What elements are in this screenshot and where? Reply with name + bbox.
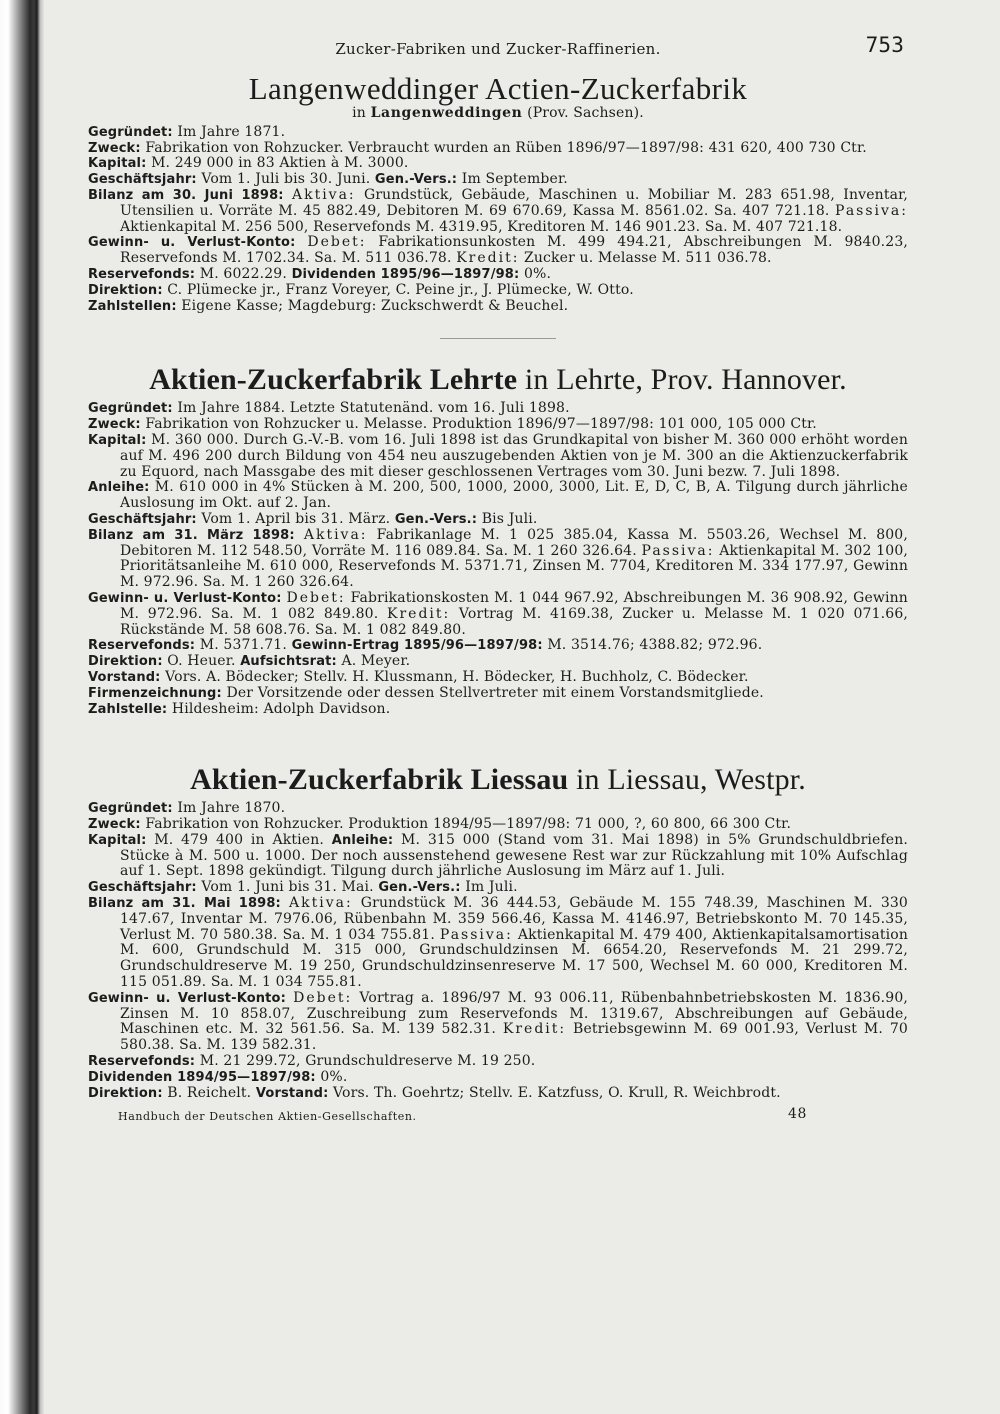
entry-text: M. 360 000. Durch G.-V.-B. vom 16. Juli 1898 ist das Grundkapital von bisher M. 360 000 erhöht worden auf M. 496 200 durch Bildung von 454 neu auszugebenden Aktien von je M. 300 an die Aktienzuckerfabrik zu Equord, nach Massgabe des mit dieser geschlossenen Vertrages vom 30. Juni bezw. 7. Juli 1898. [120, 431, 909, 480]
page-number: 753 [865, 33, 904, 57]
company-name: Aktien-Zuckerfabrik [149, 363, 423, 397]
entry-text: B. Reichelt. [167, 1084, 252, 1101]
entry-sublabel: Debet: [286, 589, 346, 606]
entry-geschaeftsjahr [88, 512, 908, 528]
company-location: in Lehrte, Prov. Hannover. [524, 363, 847, 397]
entry-sublabel: Debet: [293, 989, 353, 1006]
entry-text: Vors. Th. Goehrtz; Stellv. E. Katzfuss, O. Krull, R. Weichbrodt. [333, 1084, 781, 1101]
section-gap [88, 717, 908, 763]
entry-label: Zweck: [88, 417, 141, 433]
entry-text: M. 3514.76; 4388.82; 972.96. [547, 637, 763, 654]
entry-label: Dividenden 1894/95—1897/98: [88, 1069, 316, 1085]
entry-text: Grundstück, Gebäude, Maschinen u. Mobiliar M. 283 651.98, Inventar, Utensilien u. Vorräte M. 45 882.49, Debitoren M. 69 670.69, Kassa M. 8561.02. Sa. 407 721.18. [120, 186, 908, 219]
entry-text: Der Vorsitzende oder dessen Stellvertreter mit einem Vorstandsmitgliede. [226, 684, 764, 701]
entry-text: M. 21 299.72, Grundschuldreserve M. 19 250. [199, 1053, 536, 1070]
entry-vorstand [88, 670, 908, 686]
entry-label: Direktion: [88, 654, 163, 670]
entry-label: Kapital: [88, 832, 147, 848]
entry-direktion [88, 1086, 908, 1102]
entry-text: 0%. [523, 265, 552, 282]
entry-label: Bilanz am 30. Juni 1898: [88, 187, 284, 203]
running-title: Zucker-Fabriken und Zucker-Raffinerien. [335, 40, 661, 58]
entry-label: Gewinn- u. Verlust-Konto: [88, 235, 296, 251]
company-section [88, 363, 908, 717]
entry-label: Anleihe: [88, 480, 150, 496]
entry-text: Bis Juli. [481, 510, 538, 527]
entry-gegruendet [88, 801, 908, 817]
company-name: Langenweddinger Actien-Zuckerfabrik [248, 71, 748, 106]
company-title [88, 363, 908, 397]
signature-mark: 48 [788, 1106, 808, 1123]
entry-gegruendet [88, 125, 908, 141]
entry-text: C. Plümecke jr., Franz Voreyer, C. Peine jr., J. Plümecke, W. Otto. [167, 281, 634, 298]
entry-label: Zweck: [88, 140, 141, 156]
entry-text: Vortrag M. 4169.38, Zucker u. Melasse M. 1 020 071.66, Rückstände M. 58 608.76. Sa. M. 1 082 849.80. [120, 605, 908, 638]
entry-label: Zahlstellen: [88, 298, 177, 314]
entry-label: Gegründet: [88, 124, 173, 140]
entry-label: Gewinn-Ertrag 1895/96—1897/98: [291, 638, 543, 654]
entry-text: Fabrikanlage M. 1 025 385.04, Kassa M. 5503.26, Wechsel M. 800, Debitoren M. 112 548.50, Vorräte M. 116 089.84. Sa. M. 1 260 326.64. [120, 526, 908, 559]
entry-sublabel: Debet: [307, 234, 367, 251]
entry-label: Gewinn- u. Verlust-Konto: [88, 590, 282, 606]
company-location: in Liessau, Westpr. [576, 763, 806, 797]
entry-sublabel: Passiva: [641, 542, 715, 559]
entry-sublabel: Aktiva: [303, 526, 368, 543]
entry-text: Vom 1. Juni bis 31. Mai. [201, 879, 374, 896]
company-title [88, 72, 908, 106]
entry-label: Kapital: [88, 432, 147, 448]
entry-text: Im Jahre 1871. [177, 123, 286, 140]
entry-text: Vom 1. Juli bis 30. Juni. [201, 171, 371, 188]
entry-text: Aktienkapital M. 479 400, Aktienkapitalsamortisation M. 600, Grundschuld M. 315 000, Grundschuldzinsen M. 6654.20, Reservefonds M. 21 299.72, Grundschuldreserve M. 19 250, Grundschuldzinsenreserve M. 17 500, Wechsel M. 60 000, Kreditoren M. 115 051.89. Sa. M. 1 034 755.81. [120, 926, 908, 991]
entry-sublabel: Aktiva: [291, 186, 356, 203]
entry-label: Gen.-Vers.: [378, 880, 461, 896]
entry-label: Geschäftsjahr: [88, 172, 197, 188]
entry-label: Bilanz am 31. Mai 1898: [88, 896, 281, 912]
entry-zahlstellen [88, 299, 908, 315]
page-footer [88, 1106, 908, 1127]
entry-text: Fabrikation von Rohzucker u. Melasse. Produktion 1896/97—1897/98: 101 000, 105 000 Ctr. [145, 416, 817, 433]
entry-text: Hildesheim: Adolph Davidson. [171, 700, 391, 717]
entry-text: Fabrikationsunkosten M. 499 494.21, Abschreibungen M. 9840.23, Reservefonds M. 1702.34. Sa. M. 511 036.78. [120, 234, 908, 267]
company-section [88, 72, 908, 314]
footer-title: Handbuch der Deutschen Aktien-Gesellschaften. [118, 1110, 417, 1124]
entry-label: Reservefonds: [88, 266, 196, 282]
entry-label: Direktion: [88, 1085, 163, 1101]
entry-label: Gen.-Vers.: [394, 511, 478, 527]
entry-text: M. 249 000 in 83 Aktien à M. 3000. [151, 155, 409, 172]
entry-text: O. Heuer. [167, 653, 236, 670]
entry-bilanz [88, 896, 908, 991]
entry-text: Aktienkapital M. 256 500, Reservefonds M. 4319.95, Kreditoren M. 146 901.23. Sa. M. 407 721.18. [120, 218, 843, 235]
entry-label: Gegründet: [88, 801, 173, 817]
entry-label: Gewinn- u. Verlust-Konto: [88, 990, 286, 1006]
entry-text: Im Jahre 1870. [177, 800, 286, 817]
entry-label: Zahlstelle: [88, 701, 168, 717]
entry-geschaeftsjahr [88, 880, 908, 896]
location-town: Langenweddingen [370, 105, 523, 121]
entry-text: Im Jahre 1884. Letzte Statutenänd. vom 16. Juli 1898. [177, 400, 570, 417]
entry-label: Direktion: [88, 282, 163, 298]
entry-dividenden [88, 1070, 908, 1086]
entry-text: Fabrikationskosten M. 1 044 967.92, Abschreibungen M. 36 908.92, Gewinn M. 972.96. Sa. M. 1 082 849.80. [120, 589, 908, 622]
entry-text: M. 5371.71. [199, 637, 287, 654]
company-section [88, 763, 908, 1101]
entry-direktion [88, 654, 908, 670]
entry-text: M. 610 000 in 4% Stücken à M. 200, 500, 1000, 2000, 3000, Lit. E, D, C, B, A. Tilgung durch jährliche Auslosung im Okt. auf 2. Jan. [120, 479, 908, 512]
running-header [88, 33, 908, 68]
entry-sublabel: Kredit: [502, 1021, 567, 1038]
company-name: Aktien-Zuckerfabrik [190, 763, 463, 797]
entry-gewinn-verlust [88, 235, 908, 267]
entry-text: M. 479 400 in Aktien. [154, 831, 324, 848]
entry-reservefonds [88, 638, 908, 654]
entry-text: Vom 1. April bis 31. März. [201, 510, 391, 527]
entry-text: Betriebsgewinn M. 69 001.93, Verlust M. 70 580.38. Sa. M. 139 582.31. [120, 1021, 908, 1054]
entry-label: Bilanz am 31. März 1898: [88, 527, 295, 543]
entry-label: Kapital: [88, 156, 147, 172]
entry-kapital [88, 833, 908, 880]
entry-gegruendet [88, 401, 908, 417]
entry-text: M. 315 000 (Stand vom 31. Mai 1898) in 5% Grundschuldbriefen. Stücke à M. 500 u. 1000. Der noch aussenstehend gewesene Rest war zur Rückzahlung mit 10% Aufschlag auf 1. Sept. 1898 gekündigt. Tilgung durch jährliche Auslosung im März auf 1. Juli. [120, 831, 909, 880]
section-divider [440, 338, 556, 339]
entry-text: Aktienkapital M. 302 100, Prioritätsanleihe M. 610 000, Reservefonds M. 5371.71, Zinsen M. 7704, Kreditoren M. 334 177.97, Gewinn M. 972.96. Sa. M. 1 260 326.64. [120, 542, 908, 591]
entry-text: Vortrag a. 1896/97 M. 93 006.11, Rübenbahnbetriebskosten M. 1836.90, Zinsen M. 10 858.07, Zuschreibung zum Reservefonds M. 1319.67, Abschreibungen auf Gebäude, Maschinen etc. M. 32 561.56. Sa. M. 139 582.31. [120, 989, 908, 1038]
entry-firmenzeichnung [88, 686, 908, 702]
entry-zweck [88, 817, 908, 833]
entry-label: Vorstand: [88, 669, 161, 685]
entry-gewinn-verlust [88, 991, 908, 1054]
location-prefix: in [352, 105, 366, 121]
company-town: Lehrte [429, 363, 518, 397]
entry-kapital [88, 156, 908, 172]
entry-direktion [88, 283, 908, 299]
entry-zahlstelle [88, 702, 908, 718]
entry-label: Gegründet: [88, 401, 173, 417]
entry-bilanz [88, 188, 908, 235]
entry-label: Geschäftsjahr: [88, 511, 197, 527]
entry-text: Zucker u. Melasse M. 511 036.78. [524, 250, 772, 267]
entry-label: Reservefonds: [88, 638, 196, 654]
entry-label: Dividenden 1895/96—1897/98: [291, 266, 520, 282]
entry-text: Im September. [461, 171, 568, 188]
entry-reservefonds [88, 1054, 908, 1070]
entry-text: Eigene Kasse; Magdeburg: Zuckschwerdt & Beuchel. [181, 297, 569, 314]
entry-label: Gen.-Vers.: [374, 172, 458, 188]
document-page [88, 33, 909, 1127]
entry-label: Vorstand: [255, 1085, 329, 1101]
entry-text: A. Meyer. [341, 653, 411, 670]
entry-anleihe [88, 480, 908, 512]
company-location [88, 106, 908, 122]
entry-text: Fabrikation von Rohzucker. Verbraucht wurden an Rüben 1896/97—1897/98: 431 620, 400 730 Ctr. [145, 139, 867, 156]
company-town: Liessau [470, 763, 569, 797]
entry-label: Zweck: [88, 817, 141, 833]
entry-label: Aufsichtsrat: [240, 654, 337, 670]
entry-label: Firmenzeichnung: [88, 685, 222, 701]
entry-text: Im Juli. [465, 879, 518, 896]
entry-sublabel: Kredit: [387, 605, 451, 622]
entry-text: M. 6022.29. [199, 265, 287, 282]
entry-label: Geschäftsjahr: [88, 880, 197, 896]
location-province: (Prov. Sachsen). [527, 105, 644, 121]
entry-kapital [88, 433, 908, 480]
entry-text: Vors. A. Bödecker; Stellv. H. Klussmann, H. Bödecker, H. Buchholz, C. Bödecker. [165, 668, 749, 685]
entry-sublabel: Passiva: [439, 926, 513, 943]
entry-sublabel: Aktiva: [289, 895, 353, 912]
book-binding-shadow [0, 0, 44, 1414]
company-title [88, 763, 908, 797]
entry-text: Grundstück M. 36 444.53, Gebäude M. 155 748.39, Maschinen M. 330 147.67, Inventar M. 7976.06, Rübenbahn M. 359 566.46, Kassa M. 4146.97, Betriebskonto M. 70 145.35, Verlust M. 70 580.38. Sa. M. 1 034 755.81. [120, 895, 908, 943]
entry-reservefonds [88, 267, 908, 283]
entry-gewinn-verlust [88, 591, 908, 638]
entry-zweck [88, 417, 908, 433]
entry-text: 0%. [320, 1068, 348, 1085]
entry-text: Fabrikation von Rohzucker. Produktion 1894/95—1897/98: 71 000, ?, 60 800, 66 300 Ctr. [145, 816, 792, 833]
entry-sublabel: Passiva: [835, 202, 908, 219]
entry-label: Anleihe: [331, 832, 394, 848]
entry-sublabel: Kredit: [456, 250, 520, 267]
entry-geschaeftsjahr [88, 172, 908, 188]
entry-label: Reservefonds: [88, 1054, 196, 1070]
entry-bilanz [88, 528, 908, 591]
